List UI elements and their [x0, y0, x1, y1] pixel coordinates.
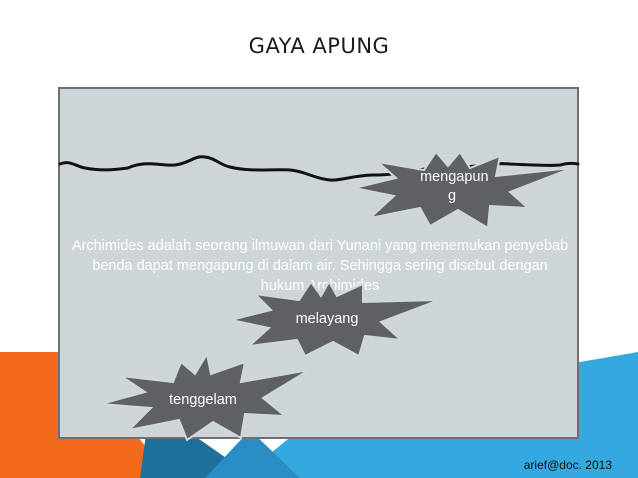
label-tenggelam: tenggelam: [169, 392, 237, 408]
archimedes-description: Archimides adalah seorang ilmuwan dari Yunani yang menemukan penyebab benda dapat mengapung di dalam air. Sehingga sering disebut dengan hukum Archimides: [71, 238, 569, 294]
label-mengapung: mengapun g: [420, 169, 489, 204]
author-credit: arief@doc. 2013: [523, 458, 612, 472]
label-melayang: melayang: [295, 311, 359, 327]
slide-title: GAYA APUNG: [248, 34, 390, 58]
